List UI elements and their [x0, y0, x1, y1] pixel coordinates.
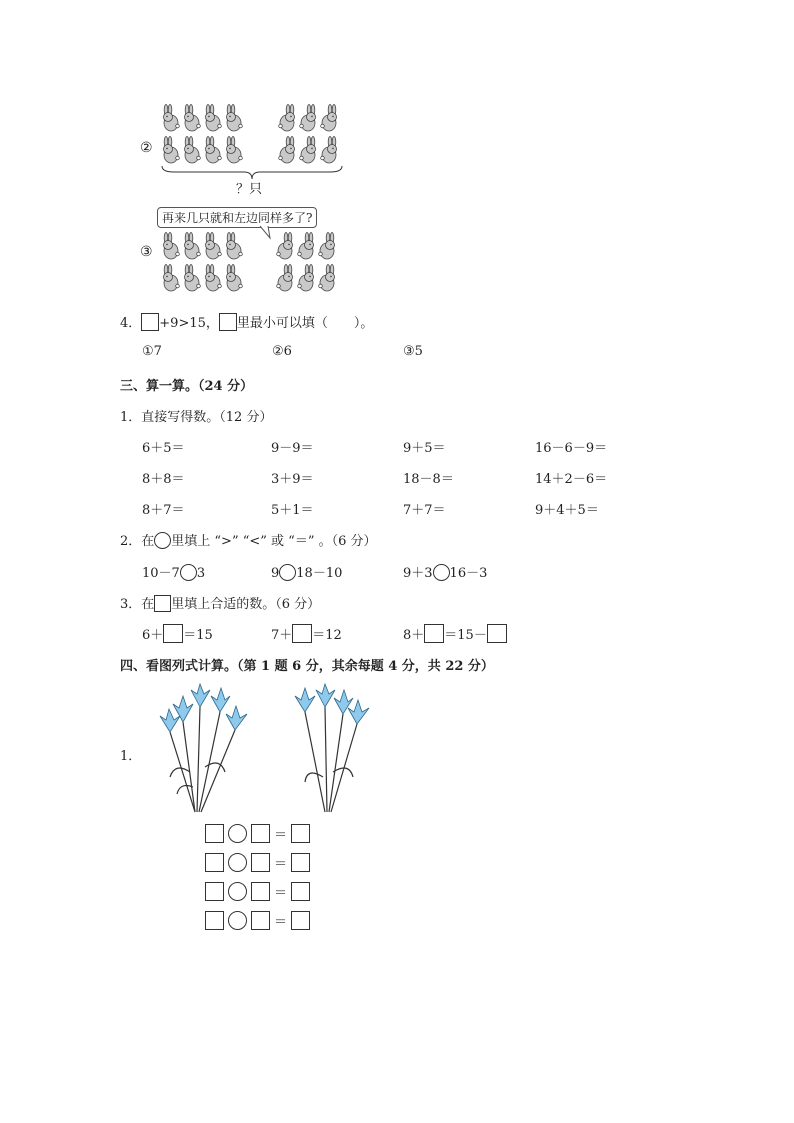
- q4-text1: +9>15，: [159, 316, 219, 331]
- section4-p1-num: 1．: [120, 749, 142, 764]
- calc-r1c2: 9－9＝: [271, 441, 314, 456]
- compare-left: 9＋3: [403, 566, 433, 581]
- section3-p1-label: 1．直接写得数。（12 分）: [120, 410, 273, 425]
- answer-box[interactable]: [205, 882, 224, 901]
- section3-p2-label: [120, 530, 377, 549]
- answer-box[interactable]: [205, 853, 224, 872]
- calc-r3c1: 8＋7＝: [142, 503, 185, 518]
- q4-option-2[interactable]: ②6: [272, 344, 292, 359]
- bunny-icon: [278, 104, 298, 137]
- q4-option-3[interactable]: ③5: [403, 344, 423, 359]
- q3-marker: ③: [140, 244, 153, 260]
- calc-r1c3: 9＋5＝: [403, 441, 446, 456]
- fill-item-2: [271, 624, 342, 643]
- p2-rest: 里填上 “>” “<” 或 “＝” 。（6 分）: [171, 534, 377, 549]
- answer-box[interactable]: [251, 911, 270, 930]
- bunny-icon: [160, 264, 180, 297]
- answer-box[interactable]: [154, 595, 171, 612]
- bunny-group-right-q3: [276, 232, 340, 294]
- operator-circle[interactable]: [228, 824, 247, 843]
- compare-circle[interactable]: [154, 532, 171, 549]
- equals-sign: ＝: [274, 915, 288, 930]
- p3-rest: 里填上合适的数。（6 分）: [171, 597, 321, 612]
- bunny-icon: [160, 232, 180, 265]
- compare-item-2: [271, 562, 342, 581]
- calc-r3c4: 9＋4＋5＝: [535, 503, 599, 518]
- fill-post: ＝15－: [444, 628, 487, 643]
- fill-pre: 8＋: [403, 628, 425, 643]
- q4-option-1[interactable]: ①7: [142, 344, 162, 359]
- fill-pre: 6＋: [142, 628, 164, 643]
- bunny-icon: [202, 104, 222, 137]
- bunny-icon: [181, 264, 201, 297]
- compare-right: 3: [196, 566, 206, 581]
- answer-box[interactable]: [141, 313, 159, 331]
- calc-r3c2: 5＋1＝: [271, 503, 314, 518]
- answer-box[interactable]: [291, 824, 310, 843]
- fill-item-1: [142, 624, 213, 643]
- answer-box[interactable]: [487, 624, 507, 643]
- calc-r3c3: 7＋7＝: [403, 503, 446, 518]
- bunny-group-left-q2: [160, 104, 244, 166]
- equation-row-4: [205, 911, 310, 930]
- flower-heads: [160, 684, 247, 732]
- calc-r1c4: 16－6－9＝: [535, 441, 608, 456]
- bunny-icon: [320, 104, 340, 137]
- answer-box[interactable]: [291, 853, 310, 872]
- answer-box[interactable]: [251, 824, 270, 843]
- compare-left: 10－7: [142, 566, 180, 581]
- answer-box[interactable]: [205, 911, 224, 930]
- bunny-icon: [318, 264, 338, 297]
- calc-r2c3: 18－8＝: [403, 472, 454, 487]
- bunny-icon: [223, 264, 243, 297]
- q4-text2: 里最小可以填（ ）。: [236, 316, 374, 331]
- p3-num: 3．在: [120, 597, 155, 612]
- p2-num: 2．在: [120, 534, 155, 549]
- calc-r2c2: 3＋9＝: [271, 472, 314, 487]
- fill-item-3: [403, 624, 507, 643]
- bunny-icon: [202, 264, 222, 297]
- equals-sign: ＝: [274, 886, 288, 901]
- answer-box[interactable]: [291, 882, 310, 901]
- speech-bubble: 再来几只就和左边同样多了?: [157, 207, 317, 228]
- equation-row-3: [205, 882, 310, 901]
- answer-box[interactable]: [291, 911, 310, 930]
- compare-circle[interactable]: [180, 564, 197, 581]
- calc-r1c1: 6＋5＝: [142, 441, 185, 456]
- bunny-icon: [181, 104, 201, 137]
- bunny-icon: [297, 232, 317, 265]
- bunny-icon: [223, 104, 243, 137]
- flower-bouquet-right: [285, 682, 375, 817]
- answer-box[interactable]: [251, 853, 270, 872]
- q2-marker: ②: [140, 140, 153, 156]
- answer-box[interactable]: [292, 624, 312, 643]
- compare-circle[interactable]: [279, 564, 296, 581]
- compare-item-3: [403, 562, 487, 581]
- answer-box[interactable]: [251, 882, 270, 901]
- section4-title: 四、看图列式计算。（第 1 题 6 分，其余每题 4 分，共 22 分）: [120, 659, 494, 674]
- bunny-icon: [299, 104, 319, 137]
- bunny-icon: [202, 232, 222, 265]
- compare-left: 9: [271, 566, 280, 581]
- section3-p3-label: [120, 593, 320, 612]
- fill-pre: 7＋: [271, 628, 293, 643]
- calc-r2c1: 8＋8＝: [142, 472, 185, 487]
- compare-item-1: [142, 562, 205, 581]
- bunny-icon: [276, 264, 296, 297]
- bunny-icon: [223, 232, 243, 265]
- q4-num: 4．: [120, 316, 142, 331]
- q2-question: ？只: [236, 182, 263, 197]
- answer-box[interactable]: [424, 624, 444, 643]
- equals-sign: ＝: [274, 857, 288, 872]
- bunny-icon: [276, 232, 296, 265]
- answer-box[interactable]: [205, 824, 224, 843]
- bunny-icon: [297, 264, 317, 297]
- compare-right: 16－3: [449, 566, 488, 581]
- bunny-group-left-q3: [160, 232, 244, 294]
- q4-line: [120, 312, 373, 331]
- bunny-icon: [318, 232, 338, 265]
- section3-title: 三、算一算。（24 分）: [120, 379, 254, 394]
- compare-right: 18－10: [296, 566, 343, 581]
- bunny-icon: [181, 232, 201, 265]
- answer-box[interactable]: [219, 313, 237, 331]
- equation-row-1: [205, 824, 310, 843]
- fill-post: ＝12: [312, 628, 342, 643]
- fill-post: ＝15: [183, 628, 213, 643]
- operator-circle[interactable]: [228, 882, 247, 901]
- flower-bouquet-left: [155, 682, 255, 817]
- speech-tail: [258, 226, 278, 240]
- compare-circle[interactable]: [433, 564, 450, 581]
- equals-sign: ＝: [274, 828, 288, 843]
- calc-r2c4: 14＋2－6＝: [535, 472, 608, 487]
- answer-box[interactable]: [163, 624, 183, 643]
- equation-row-2: [205, 853, 310, 872]
- operator-circle[interactable]: [228, 911, 247, 930]
- operator-circle[interactable]: [228, 853, 247, 872]
- bunny-icon: [160, 104, 180, 137]
- bunny-group-right-q2: [278, 104, 344, 166]
